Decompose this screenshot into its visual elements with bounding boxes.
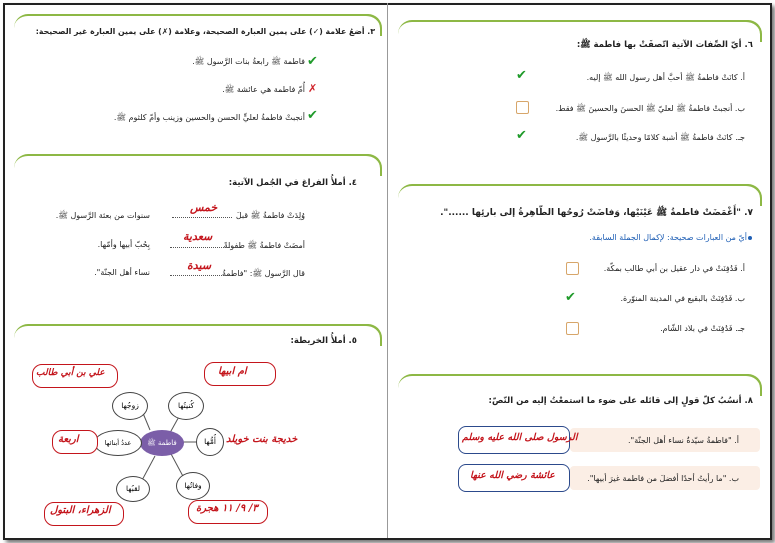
q4-line1-before: وُلِدَتْ فاطمةُ ﷺ قبلَ (235, 211, 305, 220)
q8-item1-answer: الرسول صلى الله عليه وسلم (462, 432, 578, 443)
q4-line3-after: نساء أهل الجنّة". (94, 268, 150, 277)
mindmap-center-label: فاطمة ﷺ (147, 439, 177, 447)
q6-item2-checkbox[interactable] (516, 101, 529, 114)
q7-item3-text: جـ. فَدُفِنَتْ في بلاد الشّام. (660, 324, 745, 333)
q7-item2-text: ب. فَدُفِنَتْ بالبقيع في المدينة المنوّرة. (620, 294, 745, 303)
q3-item1-text: فاطمة ﷺ رابعةُ بنات الرَّسول ﷺ. (192, 57, 305, 66)
q4-line1-after: سنوات من بعثة الرَّسول ﷺ. (55, 211, 150, 220)
q6-item3-text: جـ. كانَتْ فاطمةُ ﷺ أشبهَ كلامًا وحديثًا بالرَّسول ﷺ. (575, 133, 745, 142)
mindmap-node-mother (196, 428, 224, 456)
q6-item3-check-icon[interactable]: ✔ (516, 128, 527, 143)
mindmap-node-children-label: عددُ أبنائها (104, 439, 132, 447)
q6-item1-check-icon[interactable]: ✔ (516, 68, 527, 83)
q3-item2-cross-icon[interactable]: ✗ (308, 82, 318, 95)
q7-subtitle: أيّ من العبارات صحيحة: لإكمال الجملة السابقة. (589, 233, 747, 242)
q4-line2-before: أمضَتْ فاطمةُ ﷺ طفولةً (223, 241, 305, 250)
mindmap-node-mother-label: أُمُّها (204, 437, 216, 446)
q5-title: ٥. أملأُ الخريطة: (290, 336, 357, 346)
q3-item3-text: أنجبتْ فاطمةُ لعليٍّ الحسن والحسين وزينب وأمّ كلثوم ﷺ. (113, 113, 305, 122)
mindmap-connectors (0, 0, 387, 543)
q7-item1-text: أ. فَدُفِنَتْ في دار عقيل بن أبي طالب بمكّة. (603, 264, 745, 273)
page-divider (387, 3, 388, 538)
mindmap-answer-husband-text: علي بن أبي طالب (36, 368, 105, 378)
q7-bullet-icon (748, 236, 752, 240)
q3-item3-check-icon[interactable]: ✔ (307, 108, 318, 123)
mindmap-answer-mother-text: خديجة بنت خويلد (226, 434, 298, 445)
mindmap-node-kunya-label: كُنيتُها (177, 401, 195, 410)
mindmap-node-husband (112, 392, 148, 420)
q7-title: ٧. "أَغْمَضَتْ فاطمةُ ﷺ عَيْنَيْها، وَفاضَتْ رُوحُها الطّاهِرةُ إلى بارئِها ......". (440, 208, 753, 218)
mindmap-node-title-label: لقبُها (125, 484, 141, 493)
q4-line3-before: قال الرَّسول ﷺ: "فاطمةُ (221, 269, 305, 278)
q4-line3-answer[interactable]: سيدة (187, 259, 212, 272)
mindmap-answer-kunya-text: ام ابيها (218, 366, 247, 377)
q3-item1-check-icon[interactable]: ✔ (307, 54, 318, 69)
q8-item1-quote: أ. "فاطمةُ سيّدةُ نساء أهل الجنّة". (627, 436, 739, 445)
q7-item1-checkbox[interactable] (566, 262, 579, 275)
q7-item3-checkbox[interactable] (566, 322, 579, 335)
q8-item2-quote: ب. "ما رأيتُ أحدًا أفضلَ من فاطمة غيرَ أبيها". (587, 474, 739, 483)
mindmap-answer-death-text: ٣/ ٩/ ١١ هجرة (196, 503, 258, 514)
mindmap-node-death-label: وفاتُها (184, 481, 202, 490)
mindmap-center (140, 430, 184, 456)
mindmap-answer-children-text: اربعة (58, 434, 79, 445)
mindmap-node-children (94, 430, 142, 456)
q6-title: ٦. أيّ الصِّفات الآتية اتّصفَتْ بها فاطمة ﷺ: (576, 40, 753, 50)
q6-item1-text: أ. كانَتْ فاطمةُ ﷺ أحبَّ أهل رسول الله ﷺ إليه. (586, 73, 745, 82)
q3-title: ٣. أضعُ علامة (✓) على يمين العبارة الصحيحة، وعلامة (✗) على يمين العبارة غير الصحيحة: (35, 27, 375, 36)
q4-line1-answer[interactable]: خمس (190, 201, 218, 214)
q7-item2-check-icon[interactable]: ✔ (565, 290, 576, 305)
q8-title: ٨. أنسُبُ كلّ قولٍ إلى قائله على ضوء ما استمعْتُ إليه من النّصّ: (488, 396, 753, 406)
q3-item2-text: أُمّ فاطمة هي عائشة ﷺ. (222, 85, 305, 94)
mindmap-node-title (116, 476, 150, 502)
q4-line2-after: بِحُبّ أبيها وأمّها. (97, 240, 150, 249)
q4-title: ٤. أملأُ الفراغ في الجُمل الآتية: (228, 178, 357, 188)
mindmap-answer-title-text: الزهراء، البتول (50, 505, 111, 516)
mindmap-node-husband-label: زوجُها (121, 401, 139, 410)
q4-line2-answer[interactable]: سعدية (183, 230, 213, 243)
q8-item2-answer: عائشة رضي الله عنها (470, 470, 555, 481)
q6-item2-text: ب. أنجبتْ فاطمةُ ﷺ لعليّ ﷺ الحسنَ والحسينَ ﷺ فقط. (555, 104, 745, 113)
mindmap-node-kunya (168, 392, 204, 420)
mindmap-node-death (176, 472, 210, 500)
